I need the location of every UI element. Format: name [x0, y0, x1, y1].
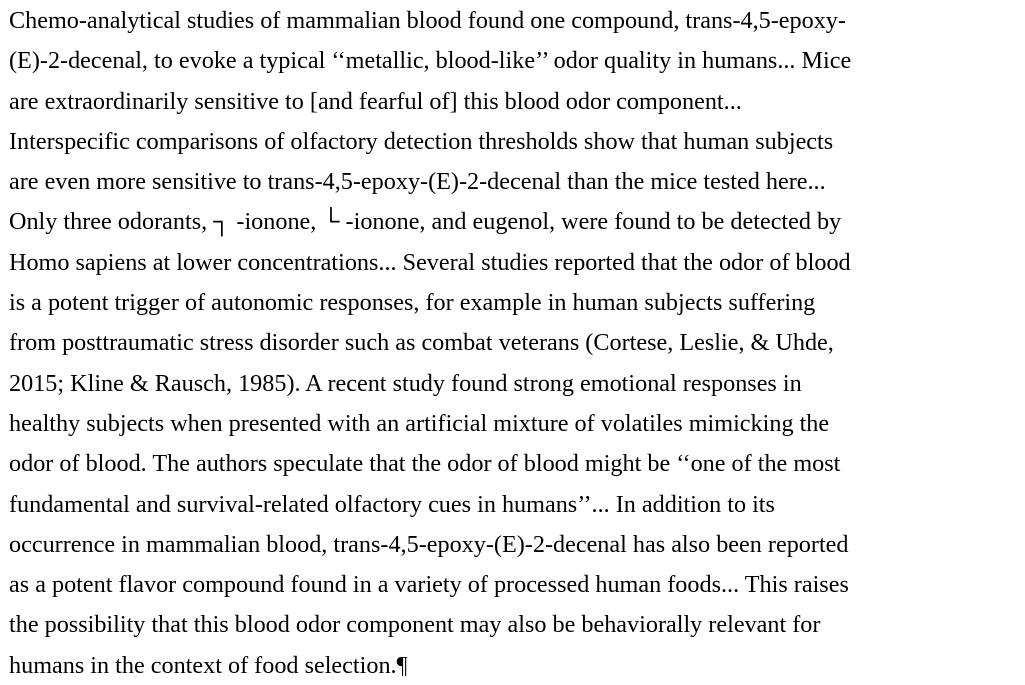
text-line-8: is a potent trigger of autonomic responses, for example in human subjects suffering [9, 289, 816, 317]
text-line-10: 2015; Kline & Rausch, 1985). A recent study found strong emotional responses in [9, 369, 802, 397]
text-line-5: are even more sensitive to trans-4,5-epoxy-(E)-2-decenal than the mice tested here... [9, 168, 826, 196]
text-line-15: as a potent flavor compound found in a variety of processed human foods... This raises [9, 571, 849, 599]
text-line-9: from posttraumatic stress disorder such as combat veterans (Cortese, Leslie, & Uhde, [9, 329, 834, 357]
text-line-16: the possibility that this blood odor component may also be behaviorally relevant for [9, 611, 821, 639]
text-line-14: occurrence in mammalian blood, trans-4,5-epoxy-(E)-2-decenal has also been reported [9, 530, 849, 558]
text-line-17: humans in the context of food selection.¶ [9, 651, 408, 679]
document-paragraph [9, 0, 1021, 685]
text-line-4: Interspecific comparisons of olfactory detection thresholds show that human subjects [9, 127, 834, 155]
text-line-11: healthy subjects when presented with an artificial mixture of volatiles mimicking the [9, 409, 830, 437]
text-line-3: are extraordinarily sensitive to [and fearful of] this blood odor component... [9, 87, 742, 115]
text-line-1: Chemo-analytical studies of mammalian blood found one compound, trans-4,5-epoxy- [9, 7, 846, 34]
text-line-6: Only three odorants, ┐ -ionone, └ -ionone, and eugenol, were found to be detected by [9, 208, 842, 236]
text-line-2: (E)-2-decenal, to evoke a typical ‘‘metallic, blood-like’’ odor quality in humans... Mice [9, 47, 852, 75]
text-line-13: fundamental and survival-related olfactory cues in humans’’... In addition to its [9, 490, 775, 518]
text-line-7: Homo sapiens at lower concentrations... Several studies reported that the odor of blood [9, 248, 851, 276]
text-line-12: odor of blood. The authors speculate that the odor of blood might be ‘‘one of the most [9, 450, 841, 478]
